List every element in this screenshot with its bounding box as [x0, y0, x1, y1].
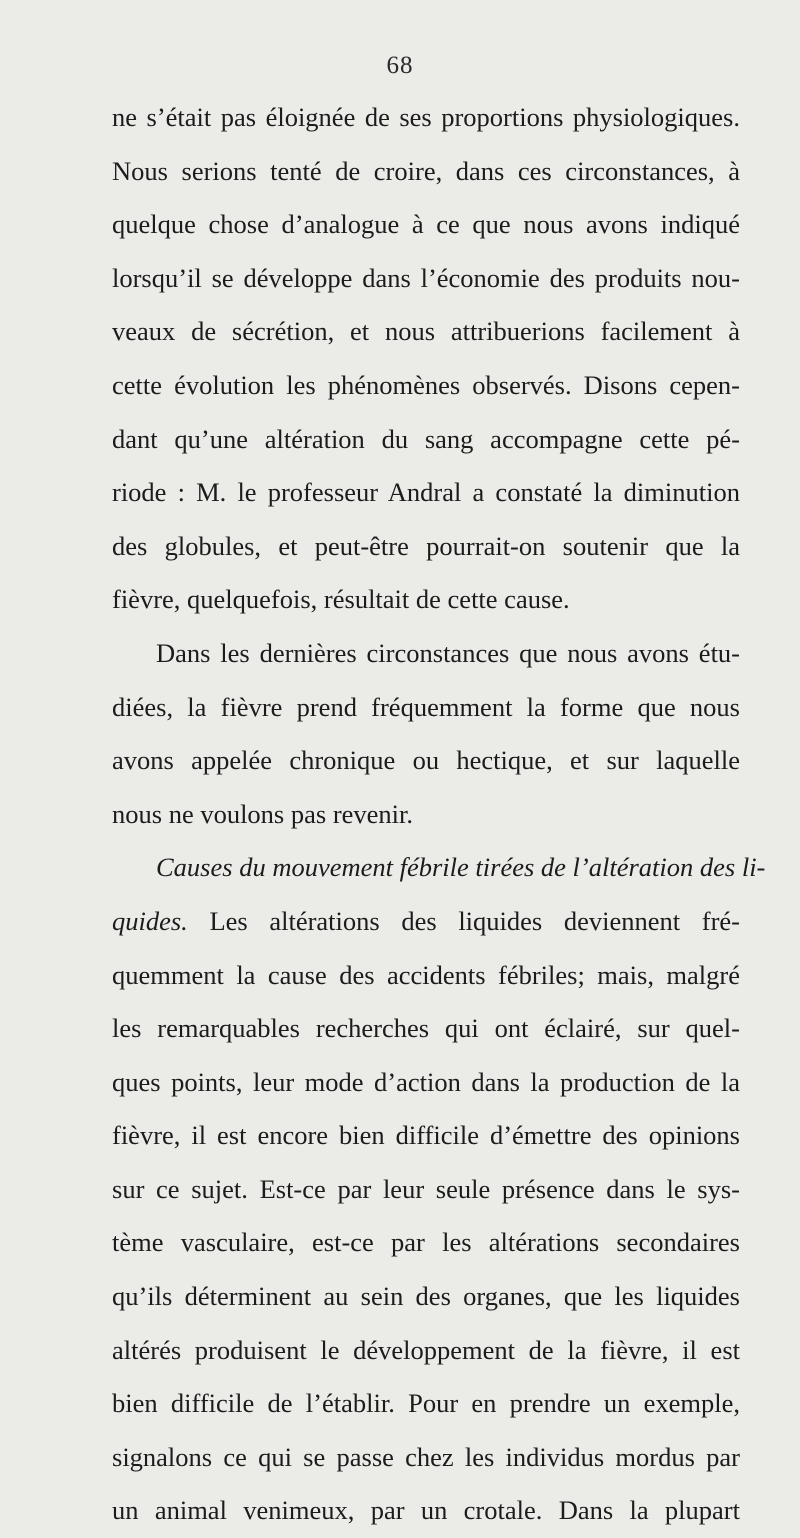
- text-line: quelque chose d’analogue à ce que nous avons indiqué: [112, 209, 740, 240]
- text-line: sur ce sujet. Est-ce par leur seule présence dans le sys-: [112, 1173, 740, 1204]
- text-line: nous ne voulons pas revenir.: [112, 798, 414, 829]
- text-line: des globules, et peut-être pourrait-on soutenir que la: [112, 530, 740, 561]
- text-line: riode : M. le professeur Andral a constaté la diminution: [112, 477, 740, 508]
- section-heading-line: [112, 841, 766, 895]
- text-line: diées, la fièvre prend fréquemment la forme que nous: [112, 691, 740, 722]
- text-line: [112, 895, 740, 949]
- text-line: dant qu’une altération du sang accompagne cette pé-: [112, 423, 740, 454]
- text-line: veaux de sécrétion, et nous attribuerions facilement à: [112, 316, 740, 347]
- text-run: Les altérations des liquides deviennent fré-: [187, 905, 740, 936]
- text-line: qu’ils déterminent au sein des organes, que les liquides: [112, 1281, 740, 1312]
- text-line: avons appelée chronique ou hectique, et sur laquelle: [112, 745, 740, 776]
- page-number: 68: [386, 52, 414, 79]
- text-line: tème vasculaire, est-ce par les altérations secondaires: [112, 1227, 740, 1258]
- text-line: un animal venimeux, par un crotale. Dans la plupart: [112, 1495, 740, 1526]
- text-line: les remarquables recherches qui ont éclairé, sur quel-: [112, 1013, 740, 1044]
- text-line: Nous serions tenté de croire, dans ces circonstances, à: [112, 155, 740, 186]
- text-line: fièvre, il est encore bien difficile d’émettre des opinions: [112, 1120, 740, 1151]
- text-line: quemment la cause des accidents fébriles; mais, malgré: [112, 959, 740, 990]
- text-line: bien difficile de l’établir. Pour en prendre un exemple,: [112, 1388, 740, 1419]
- text-line: altérés produisent le développement de la fièvre, il est: [112, 1334, 740, 1365]
- text-line: cette évolution les phénomènes observés. Disons cepen-: [112, 369, 740, 400]
- text-line: ne s’était pas éloignée de ses proportions physiologiques.: [112, 102, 740, 132]
- text-line: ques points, leur mode d’action dans la production de la: [112, 1066, 740, 1097]
- text-line: lorsqu’il se développe dans l’économie des produits nou-: [112, 262, 740, 293]
- section-heading-continued: quides.: [112, 905, 188, 936]
- text-line: fièvre, quelquefois, résultait de cette cause.: [112, 584, 570, 615]
- text-line: signalons ce qui se passe chez les individus mordus par: [112, 1441, 740, 1472]
- body-text: [112, 91, 766, 1538]
- text-line: Dans les dernières circonstances que nous avons étu-: [156, 637, 740, 668]
- section-heading: Causes du mouvement fébrile tirées de l’altération des li-: [156, 852, 766, 883]
